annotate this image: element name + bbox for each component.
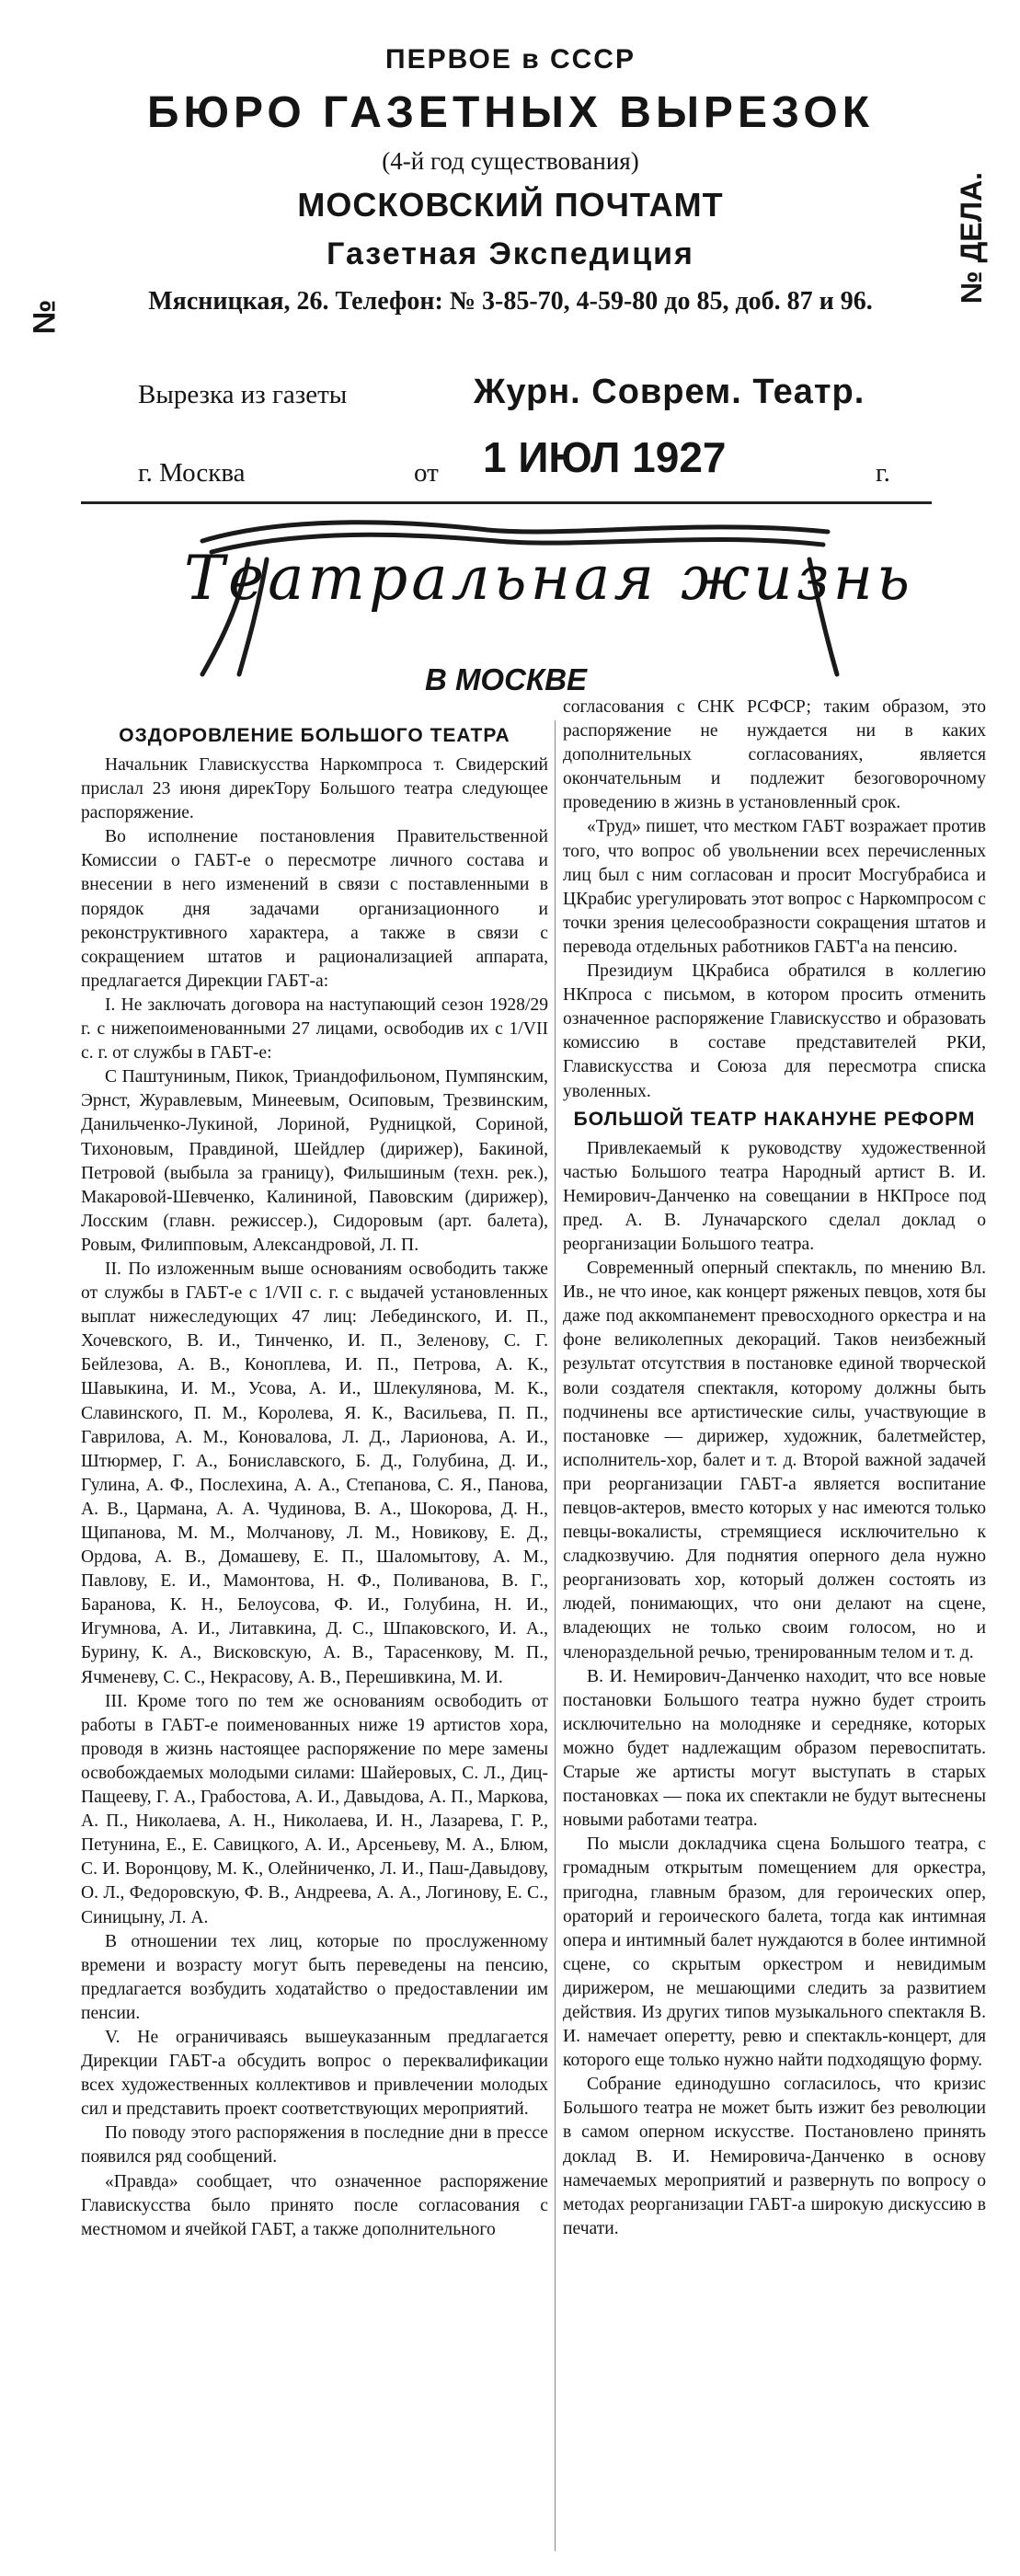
article-paragraph: III. Кроме того по тем же основаниям освободить от работы в ГАБТ-е поименованных ниже 19 артистов хора, проводя в жизнь настоящее распоряжение по мере замены освобождаемых молодыми силами: Шайеровых, С. Л., Диц-Пащееву, Г. А., Грабостова, А. И., Давыдова, А. П., Маркова, А. П., Николаева, А. Н., Николаева, И. Н., Лазарева, Г. Р., Петунина, Е., Е. Савицкого, А. И., Арсеньеву, М. А., Блюм, С. И. Воронцову, М. К., Олейниченко, Л. И., Паш-Давыдову, О. Л., Федоровскую, Ф. В., Андреева, А. А., Логинову, Е. С., Синицыну, Л. А.: [81, 1691, 548, 1927]
bureau-subtitle: (4-й год существования): [382, 147, 639, 175]
article-paragraph: «Труд» пишет, что местком ГАБТ возражает против того, что вопрос об увольнении всех перечисленных лиц был с ним согласован и просит Мосгубрабиса и ЦКрабис урегулировать этот вопрос с Наркомпросом с точки зрения целесообразности сокращения штатов и перевода отдельных работников ГАБТ'а на пенсию.: [563, 817, 986, 957]
article-paragraph: Привлекаемый к руководству художественной частью Большого театра Народный артист В. И. Немирович-Данченко на совещании в НКПросе под пред. А. В. Луначарского сделал доклад о реорганизации Большого театра.: [563, 1138, 986, 1254]
source-label: Вырезка из газеты: [138, 380, 348, 409]
article-column-left: [81, 720, 548, 2560]
source-name: Журн. Соврем. Театр.: [474, 373, 865, 411]
article-paragraph: согласования с СНК РСФСР; таким образом, это распоряжение не нуждается ни в каких дополнительных согласованиях, является окончательным и подлежит безоговорочному проведению в жизнь в установленный срок.: [563, 697, 986, 813]
column-divider: [555, 720, 556, 2551]
masthead-title: Театральная жизнь: [184, 543, 914, 614]
article-paragraph: «Правда» сообщает, что означенное распоряжение Главискусства было принято после согласования с местномом и ячейкой ГАБТ, а также дополнительного: [81, 2171, 548, 2239]
article-paragraph: В. И. Немирович-Данченко находит, что все новые постановки Большого театра нужно будет строить исключительно на молодняке и середняке, которых можно будет надлежащим образом перевоспитать. Старые же артисты могут выступать в старых постановках — пока их спектакли не будут вытеснены новыми работами театра.: [563, 1666, 986, 1831]
article-column-right: [563, 696, 986, 2563]
article-paragraph: Собрание единодушно согласилось, что кризис Большого театра не может быть изжит без революции в самом оперном искусстве. Постановлено принять доклад В. И. Немировича-Данченко в основу намечаемых мероприятий и развернуть по вопросу о методах реорганизации ГАБТ-а широкую дискуссию в печати.: [563, 2075, 986, 2238]
article-paragraph: Президиум ЦКрабиса обратился в коллегию НКпроса с письмом, в котором просить отменить означенное распоряжение Главискусство и образовать комиссию в составе представителей РКИ, Главискусства и Союза для пересмотра списка уволенных.: [563, 961, 986, 1101]
source-city: г. Москва: [138, 458, 246, 488]
date-stamp: 1 ИЮЛ 1927: [483, 433, 727, 481]
case-number-label: № ДЕЛА.: [955, 171, 989, 305]
article-paragraph: В отношении тех лиц, которые по прослуженному времени и возрасту могут быть переведены на пенсию, предлагается возбудить ходатайство о предоставлении им пенсии.: [81, 1931, 548, 2023]
number-label-left: №: [27, 299, 63, 335]
bureau-expedition: Газетная Экспедиция: [327, 236, 694, 271]
article-paragraph: Современный оперный спектакль, по мнению Вл. Ив., не что иное, как концерт ряженых певцов, хотя бы даже под аккомпанемент превосходного оркестра и на фоне великолепных декораций. Таков неизбежный результат отсутствия в постановке единой творческой воли создателя спектакля, которому должны быть подчинены все артистические силы, участвующие в постановке — дирижер, художник, балетмейстер, исполнитель-хор, балет и т. д. Второй важной задачей при реорганизации ГАБТ-а является воспитание певцов-актеров, вместо которых у нас имеются только певцы-вокалисты, стремящиеся исключительно к сладкозвучию. Для поднятия оперного дела нужно реорганизовать хор, который должен состоять из людей, понимающих, что они делают на сцене, владеющих не только своим голосом, но и членораздельной речью, тренированным телом и т. д.: [563, 1259, 986, 1662]
article-paragraph: По поводу этого распоряжения в последние дни в прессе появился ряд сообщений.: [81, 2123, 548, 2168]
article-paragraph: I. Не заключать договора на наступающий сезон 1928/29 г. с нижепоименованными 27 лицами, освободив их с 1/VII с. г. от службы в ГАБТ-е:: [81, 995, 548, 1064]
source-date-label: от: [414, 458, 439, 488]
article-paragraph: V. Не ограничиваясь вышеуказанным предлагается Дирекции ГАБТ-а обсудить вопрос о переквалификации всех художественных коллективов и привлечении молодых сил и представить проект соответствующих мероприятий.: [81, 2027, 548, 2120]
bureau-tagline: ПЕРВОЕ в СССР: [385, 44, 636, 75]
source-year-suffix: г.: [876, 458, 890, 488]
article-paragraph: Во исполнение постановления Правительственной Комиссии о ГАБТ-е о пересмотре личного состава и внесении в него изменений в связи с поставленными в порядок дня задачами организационного и реконструктивного характера, а также в связи с сокращением штатов и рационализацией аппарата, предлагается Дирекции ГАБТ-а:: [81, 827, 548, 991]
article-heading: ОЗДОРОВЛЕНИЕ БОЛЬШОГО ТЕАТРА: [119, 725, 510, 746]
bureau-title: БЮРО ГАЗЕТНЫХ ВЫРЕЗОК: [146, 88, 875, 137]
section-title: В МОСКВЕ: [424, 662, 588, 696]
article-heading: БОЛЬШОЙ ТЕАТР НАКАНУНЕ РЕФОРМ: [573, 1108, 976, 1130]
article-paragraph: С Паштуниным, Пикок, Триандофильоном, Пумпянским, Эрнст, Журавлевым, Минеевым, Осиповым, Трезвинским, Данильченко-Лукиной, Лориной, Рудницкой, Сориной, Тихоновым, Правдиной, Шейдлер (дирижер), Бакиной, Петровой (выбыла за границу), Филышиным (техн. рек.), Макаровой-Шевченко, Калининой, Павовским (дирижер), Лосским (главн. режиссер.), Сидоровым (арт. балета), Ровым, Филипповым, Александровой, Л. П.: [81, 1067, 548, 1255]
bureau-address: Мясницкая, 26. Телефон: № 3-85-70, 4-59-80 до 85, доб. 87 и 96.: [148, 287, 873, 316]
article-paragraph: По мысли докладчика сцена Большого театра, с громадным открытым помещением для оркестра, пригодна, главным бразом, для героических опер, ораторий и героического балета, тогда как интимная опера и интимный балет нуждаются в более интимной сцене, со скрытым оркестром и невидимым дирижером, не мешающими следить за развитием действия. Из других типов музыкального спектакля В. И. намечает оперетту, ревю и спектакль-концерт, для которого еще только нужно найти подходящую форму.: [563, 1834, 986, 2071]
article-paragraph: II. По изложенным выше основаниям освободить также от службы в ГАБТ-е с 1/VII с. г. с выдачей установленных выплат нижеследующих 47 лиц: Лебединского, И. П., Хочевского, В. И., Тинченко, И. П., Зеленову, С. Г. Бейлезова, А. В., Коноплева, И. П., Петрова, А. К., Шавыкина, И. М., Усова, А. И., Шлекулянова, М. К., Славинского, П. М., Королева, Я. К., Васильева, П. П., Гаврилова, А. М., Коновалова, Л. Д., Ларионова, А. И., Штюрмер, Г. А., Бониславского, Б. Д., Голубина, Д. И., Гулина, А. Ф., Послехина, А. А., Степанова, С. Я., Панова, А. В., Цармана, А. А. Чудинова, В. А., Шокорова, Д. Н., Щипанова, М. М., Молчанову, Л. М., Новикову, Е. Д., Ордова, А. В., Домашеву, Е. П., Шаломытову, А. М., Павлову, Е. И., Мамонтова, Н. Ф., Поливанова, В. Г., Баранова, К. Н., Белоусова, Ф. И., Голубина, Н. И., Игумнова, А. И., Литавкина, Д. С., Шпаковского, И. А., Бурину, К. А., Висковскую, А. В., Тарасенкову, М. П., Ячменеву, С. С., Некрасову, А. В., Перешивкина, М. И.: [81, 1259, 548, 1687]
bureau-post-office: МОСКОВСКИЙ ПОЧТАМТ: [297, 186, 724, 224]
article-paragraph: Начальник Главискусства Наркомпроса т. Свидерский прислал 23 июня дирекТору Большого театра следующее распоряжение.: [81, 755, 548, 823]
